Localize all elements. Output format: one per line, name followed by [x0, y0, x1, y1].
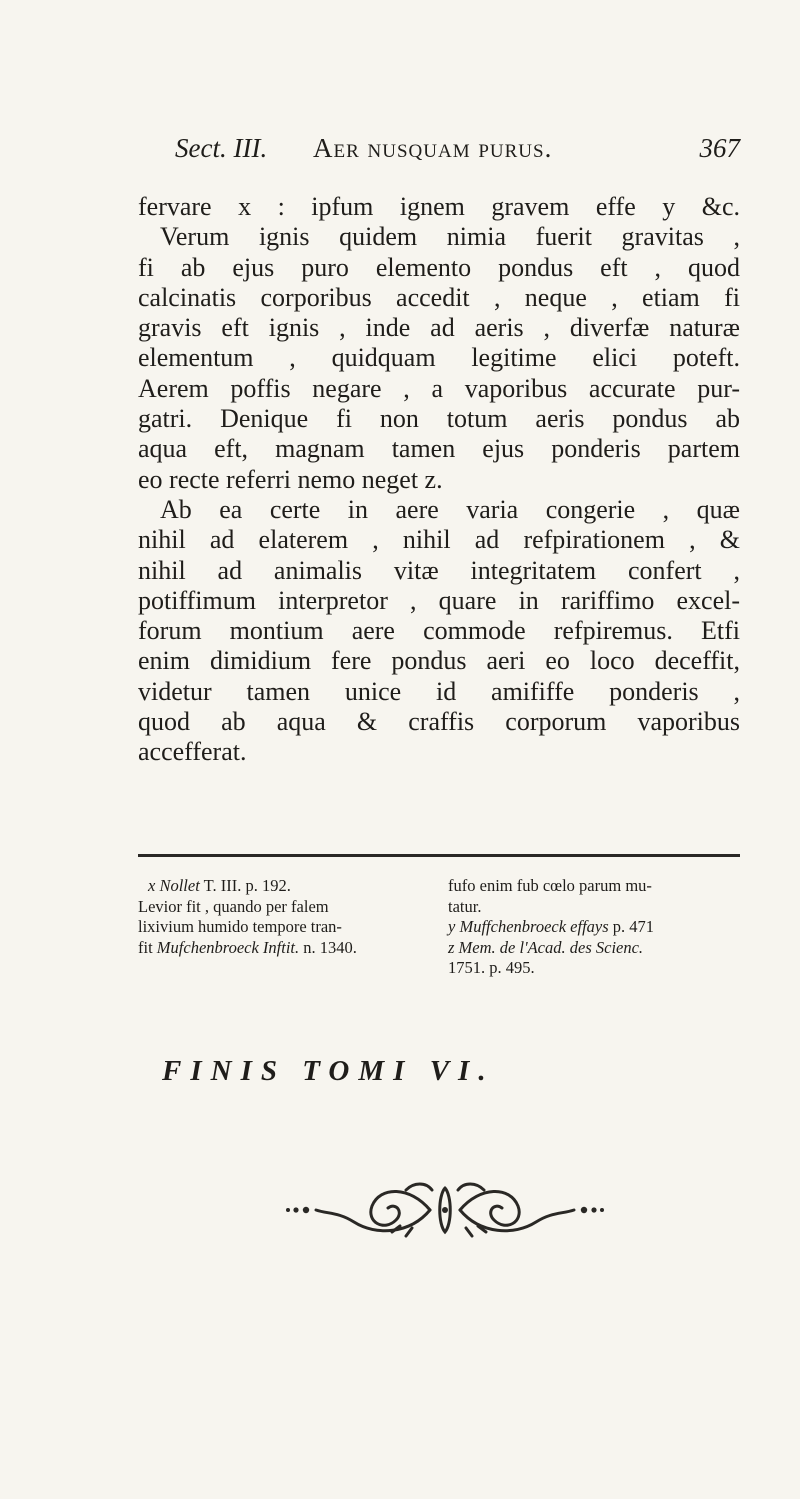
- footnote-text: T. III. p. 192.: [199, 876, 291, 895]
- text-line: accefferat.: [138, 737, 247, 767]
- text-line: forum montium aere commode refpiremus. Etfi: [138, 616, 740, 646]
- finis-line: FINIS TOMI VI.: [162, 1055, 495, 1087]
- running-title: Aer nusquam purus.: [313, 133, 553, 163]
- tailpiece-ornament-icon: [280, 1178, 610, 1242]
- footnote-mark: y: [448, 917, 456, 936]
- footnote-rule: [138, 854, 740, 857]
- text-line: Ab ea certe in aere varia congerie , quæ: [160, 494, 740, 524]
- text-line: videtur tamen unice id amififfe ponderis ,: [138, 676, 740, 706]
- text-line: fervare x : ipfum ignem gravem effe y &c.: [138, 192, 740, 221]
- footnote-text: n. 1340.: [299, 937, 357, 957]
- running-header: [175, 133, 740, 173]
- text-line: nihil ad elaterem , nihil ad refpirationem , &: [138, 525, 740, 555]
- footnote-column-left: [138, 876, 436, 958]
- text-line: Verum ignis quidem nimia fuerit gravitas ,: [160, 222, 740, 252]
- footnote-work: Muffchenbroeck effays: [459, 917, 609, 936]
- text-line: nihil ad animalis vitæ integritatem confert ,: [138, 555, 740, 585]
- text-line: enim dimidium fere pondus aeri eo loco deceffit,: [138, 646, 740, 676]
- footnote-line: 1751. p. 495.: [448, 958, 535, 977]
- text-line: aqua eft, magnam tamen ejus ponderis partem: [138, 434, 740, 464]
- text-line: eo recte referri nemo neget z.: [138, 464, 443, 494]
- footnote-work: Mufchenbroeck Inftit.: [156, 937, 300, 957]
- text-line: quod ab aqua & craffis corporum vaporibus: [138, 707, 740, 737]
- footnote-text: fit: [138, 937, 157, 957]
- page-number: 367: [699, 133, 740, 163]
- footnote-line: [138, 876, 436, 897]
- footnote-line: Levior fit , quando per falem: [138, 896, 329, 916]
- text-line: gatri. Denique fi non totum aeris pondus ab: [138, 404, 740, 434]
- text-line: potiffimum interpretor , quare in rariffimo excel-: [138, 585, 740, 615]
- footnote-mark: x: [148, 876, 156, 895]
- text-line: Aerem poffis negare , a vaporibus accurate pur-: [138, 373, 740, 403]
- footnote-mark: z: [448, 937, 455, 957]
- text-line: elementum , quidquam legitime elici poteft.: [138, 343, 740, 373]
- footnote-work: Mem. de l'Acad. des Scienc.: [458, 937, 644, 957]
- footnote-line: [448, 938, 746, 959]
- footnote-line: lixivium humido tempore tran-: [138, 917, 342, 936]
- footnote-line: fufo enim fub cœlo parum mu-: [448, 876, 652, 895]
- footnote-line: [138, 938, 436, 959]
- footnote-author: Nollet: [159, 876, 200, 895]
- footnote-line: [448, 917, 746, 938]
- footnote-column-right: [448, 876, 746, 979]
- text-line: calcinatis corporibus accedit , neque , etiam fi: [138, 282, 740, 312]
- section-label: Sect. III.: [175, 133, 268, 163]
- text-line: gravis eft ignis , inde ad aeris , diverfæ naturæ: [138, 313, 740, 343]
- text-line: fi ab ejus puro elemento pondus eft , quod: [138, 252, 740, 282]
- footnote-text: p. 471: [608, 917, 655, 936]
- body-text: [138, 192, 740, 768]
- footnote-line: tatur.: [448, 896, 482, 916]
